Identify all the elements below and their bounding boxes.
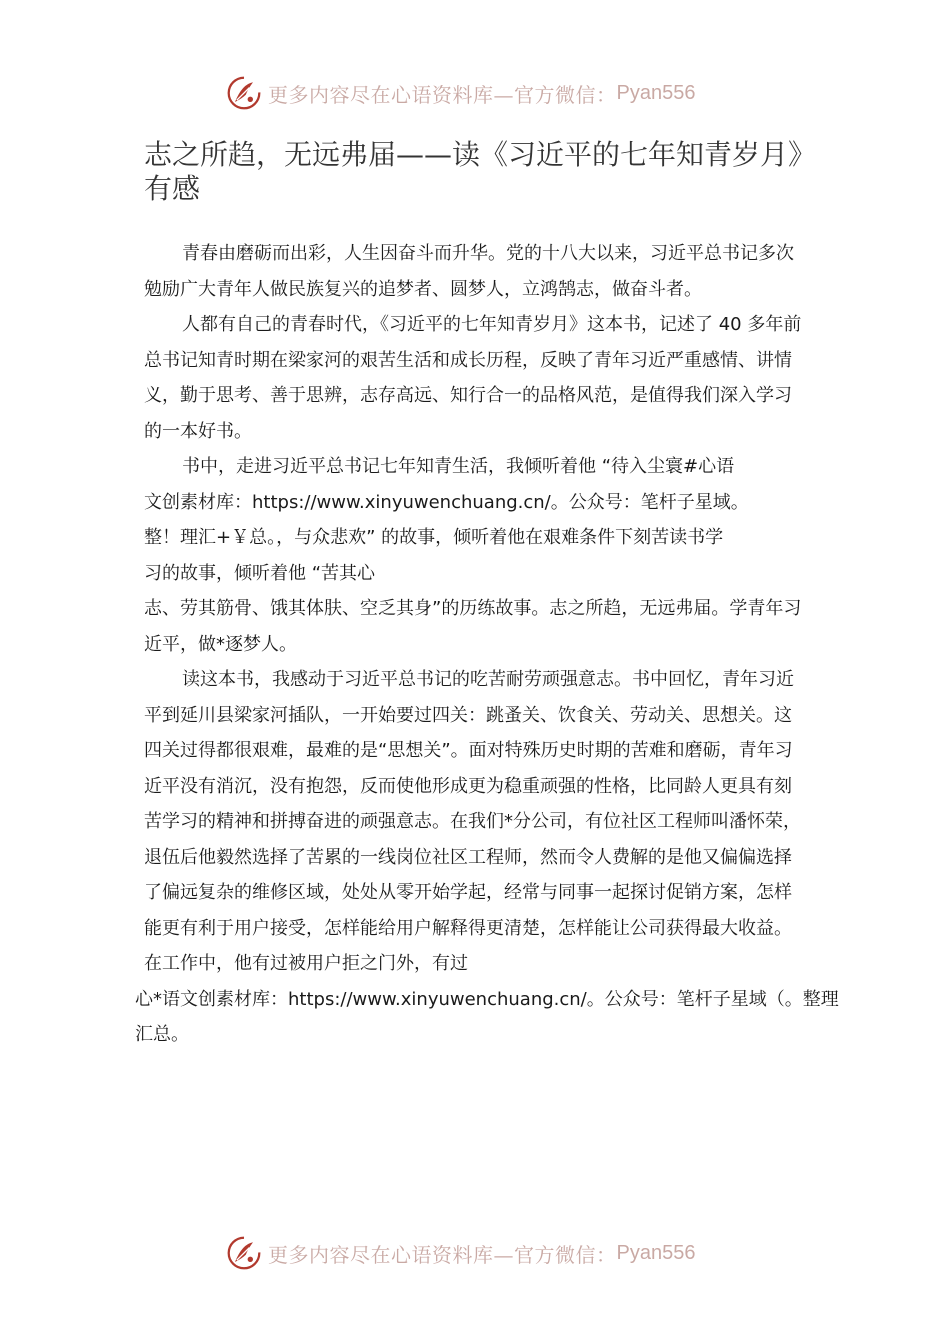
logo-icon [226,1235,262,1271]
paragraph-5-line-2: 汇总。 [135,1024,189,1045]
header-banner [226,73,746,113]
paragraph-1: 青春由磨砺而出彩，人生因奋斗而升华。党的十八大以来，习近平总书记多次勉励广大青年人做民族复兴的追梦者、圆梦人，立鸿鹄志，做奋斗者。 [144,243,794,300]
article-title: 志之所趋，无远弗届——读《习近平的七年知青岁月》有感 [144,138,817,205]
banner-contact: Pyan556 [616,81,696,104]
paragraph-3-line-4: 习的故事，倾听着他 “苦其心 [144,562,376,584]
paragraph-3-line-2: 文创素材库：https://www.xinyuwenchuang.cn/。公众号：笔杆子星域。 [144,491,749,513]
paragraph-4: 读这本书，我感动于习近平总书记的吃苦耐劳顽强意志。书中回忆，青年习近平到延川县梁家河插队，一开始要过四关：跳蚤关、饮食关、劳动关、思想关。这四关过得都很艰难，最难的是“思想关”。面对特殊历史时期的苦难和磨砺，青年习近平没有消沉，没有抱怨，反而使他形成更为稳重顽强的性格，比同龄人更具有刻苦学习的精神和拼搏奋进的顽强意志。在我们*分公司，有位社区工程师叫潘怀荣，退伍后他毅然选择了苦累的一线岗位社区工程师，然而令人费解的是他又偏偏选择了偏远复杂的维修区域，处处从零开始学起，经常与同事一起探讨促销方案，怎样能更有利于用户接受，怎样能给用户解释得更清楚，怎样能让公司获得最大收益。在工作中，他有过被用户拒之门外，有过 [144,669,801,974]
paragraph-3-line-1: 书中，走进习近平总书记七年知青生活，我倾听着他 “待入尘寰#心语 [182,456,735,477]
paragraph-5 [135,982,839,1053]
logo-icon [226,75,262,111]
paragraph-5-line-1: 心*语文创素材库：https://www.xinyuwenchuang.cn/。公众号：笔杆子星域（。整理 [135,988,839,1010]
banner-text: 更多内容尽在心语资料库—官方微信： [268,82,617,107]
paragraph-3-line-3: 整！理汇+￥总。，与众悲欢” 的故事，倾听着他在艰难条件下刻苦读书学 [144,527,724,548]
paragraph-3 [144,449,808,662]
paragraph-2: 人都有自己的青春时代，《习近平的七年知青岁月》这本书，记述了 40 多年前总书记知青时期在梁家河的艰苦生活和成长历程，反映了青年习近严重感情、讲情义，勤于思考、善于思辨，志存高远、知行合一的品格风范，是值得我们深入学习的一本好书。 [144,314,802,442]
footer-banner [226,1233,746,1273]
paragraph-3-line-5: 志、劳其筋骨、饿其体肤、空乏其身”的历练故事。志之所趋，无远弗届。学青年习近平，做*逐梦人。 [144,598,802,655]
banner-text: 更多内容尽在心语资料库—官方微信： [268,1242,617,1267]
article-body [135,236,839,1053]
banner-contact: Pyan556 [616,1241,696,1264]
